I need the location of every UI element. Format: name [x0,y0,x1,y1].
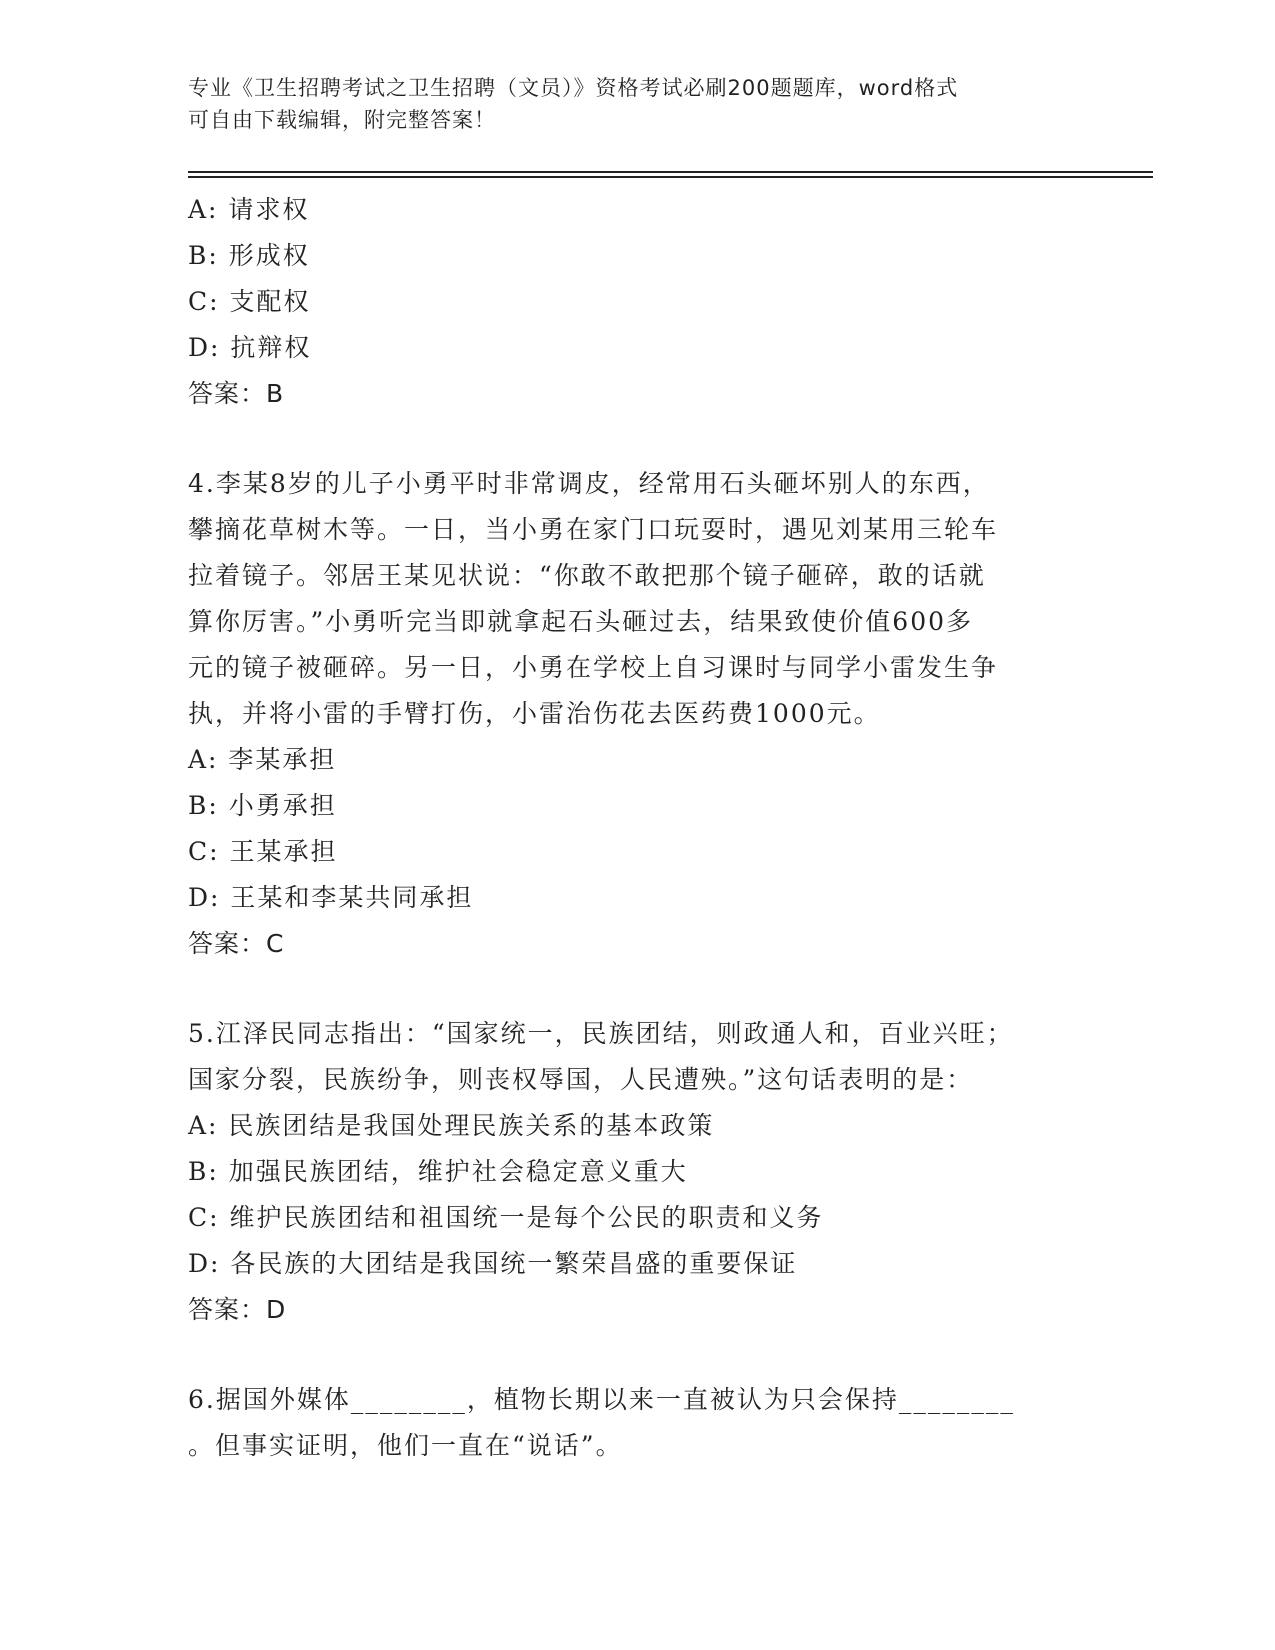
answer: 答案：B [188,379,285,408]
option-d: D: 各民族的大团结是我国统一繁荣昌盛的重要保证 [188,1249,798,1278]
header-title-line-1: 专业《卫生招聘考试之卫生招聘（文员）》资格考试必刷200题题库，word格式 [188,76,959,100]
option-b: B: 小勇承担 [188,791,337,820]
question-4 [188,461,1088,967]
answer: 答案：C [188,929,285,958]
question-stem-line: 执，并将小雷的手臂打伤，小雷治伤花去医药费1000元。 [188,699,881,728]
header-title-line-2: 可自由下载编辑，附完整答案！ [188,108,496,132]
option-a: A: 民族团结是我国处理民族关系的基本政策 [188,1111,715,1140]
header-rule-bottom [188,176,1153,178]
question-stem-line: 。但事实证明，他们一直在“说话”。 [188,1431,623,1460]
option-b: B: 形成权 [188,241,310,270]
question-stem-line: 元的镜子被砸碎。另一日，小勇在学校上自习课时与同学小雷发生争 [188,653,999,682]
question-6 [188,1377,1088,1469]
spacer [188,1333,1088,1377]
question-list [188,187,1088,1469]
spacer [188,967,1088,1011]
option-a: A: 请求权 [188,195,310,224]
question-stem [188,1011,1068,1103]
question-stem-line: 算你厉害。”小勇听完当即就拿起石头砸过去，结果致使价值600多 [188,607,974,636]
option-d: D: 抗辩权 [188,333,312,362]
answer: 答案：D [188,1295,287,1324]
spacer [188,417,1088,461]
document-header [188,72,1088,136]
question-stem-line: 拉着镜子。邻居王某见状说：“你敢不敢把那个镜子砸碎，敢的话就 [188,561,986,590]
option-c: C: 王某承担 [188,837,338,866]
question-stem [188,461,1068,737]
question-stem-line: 攀摘花草树木等。一日，当小勇在家门口玩耍时，遇见刘某用三轮车 [188,515,999,544]
question-3 [188,187,1088,417]
option-b: B: 加强民族团结，维护社会稳定意义重大 [188,1157,688,1186]
question-stem-line: 国家分裂，民族纷争，则丧权辱国，人民遭殃。”这句话表明的是： [188,1065,974,1094]
header-rule-top [188,171,1153,173]
option-c: C: 支配权 [188,287,311,316]
question-stem [188,1377,1068,1469]
question-stem-line: 5.江泽民同志指出：“国家统一，民族团结，则政通人和，百业兴旺； [188,1019,1014,1048]
option-d: D: 王某和李某共同承担 [188,883,474,912]
question-stem-line: 4.李某8岁的儿子小勇平时非常调皮，经常用石头砸坏别人的东西， [188,469,990,498]
option-c: C: 维护民族团结和祖国统一是每个公民的职责和义务 [188,1203,824,1232]
question-stem-line: 6.据国外媒体________，植物长期以来一直被认为只会保持________ [188,1385,1015,1414]
question-5 [188,1011,1088,1333]
option-a: A: 李某承担 [188,745,337,774]
